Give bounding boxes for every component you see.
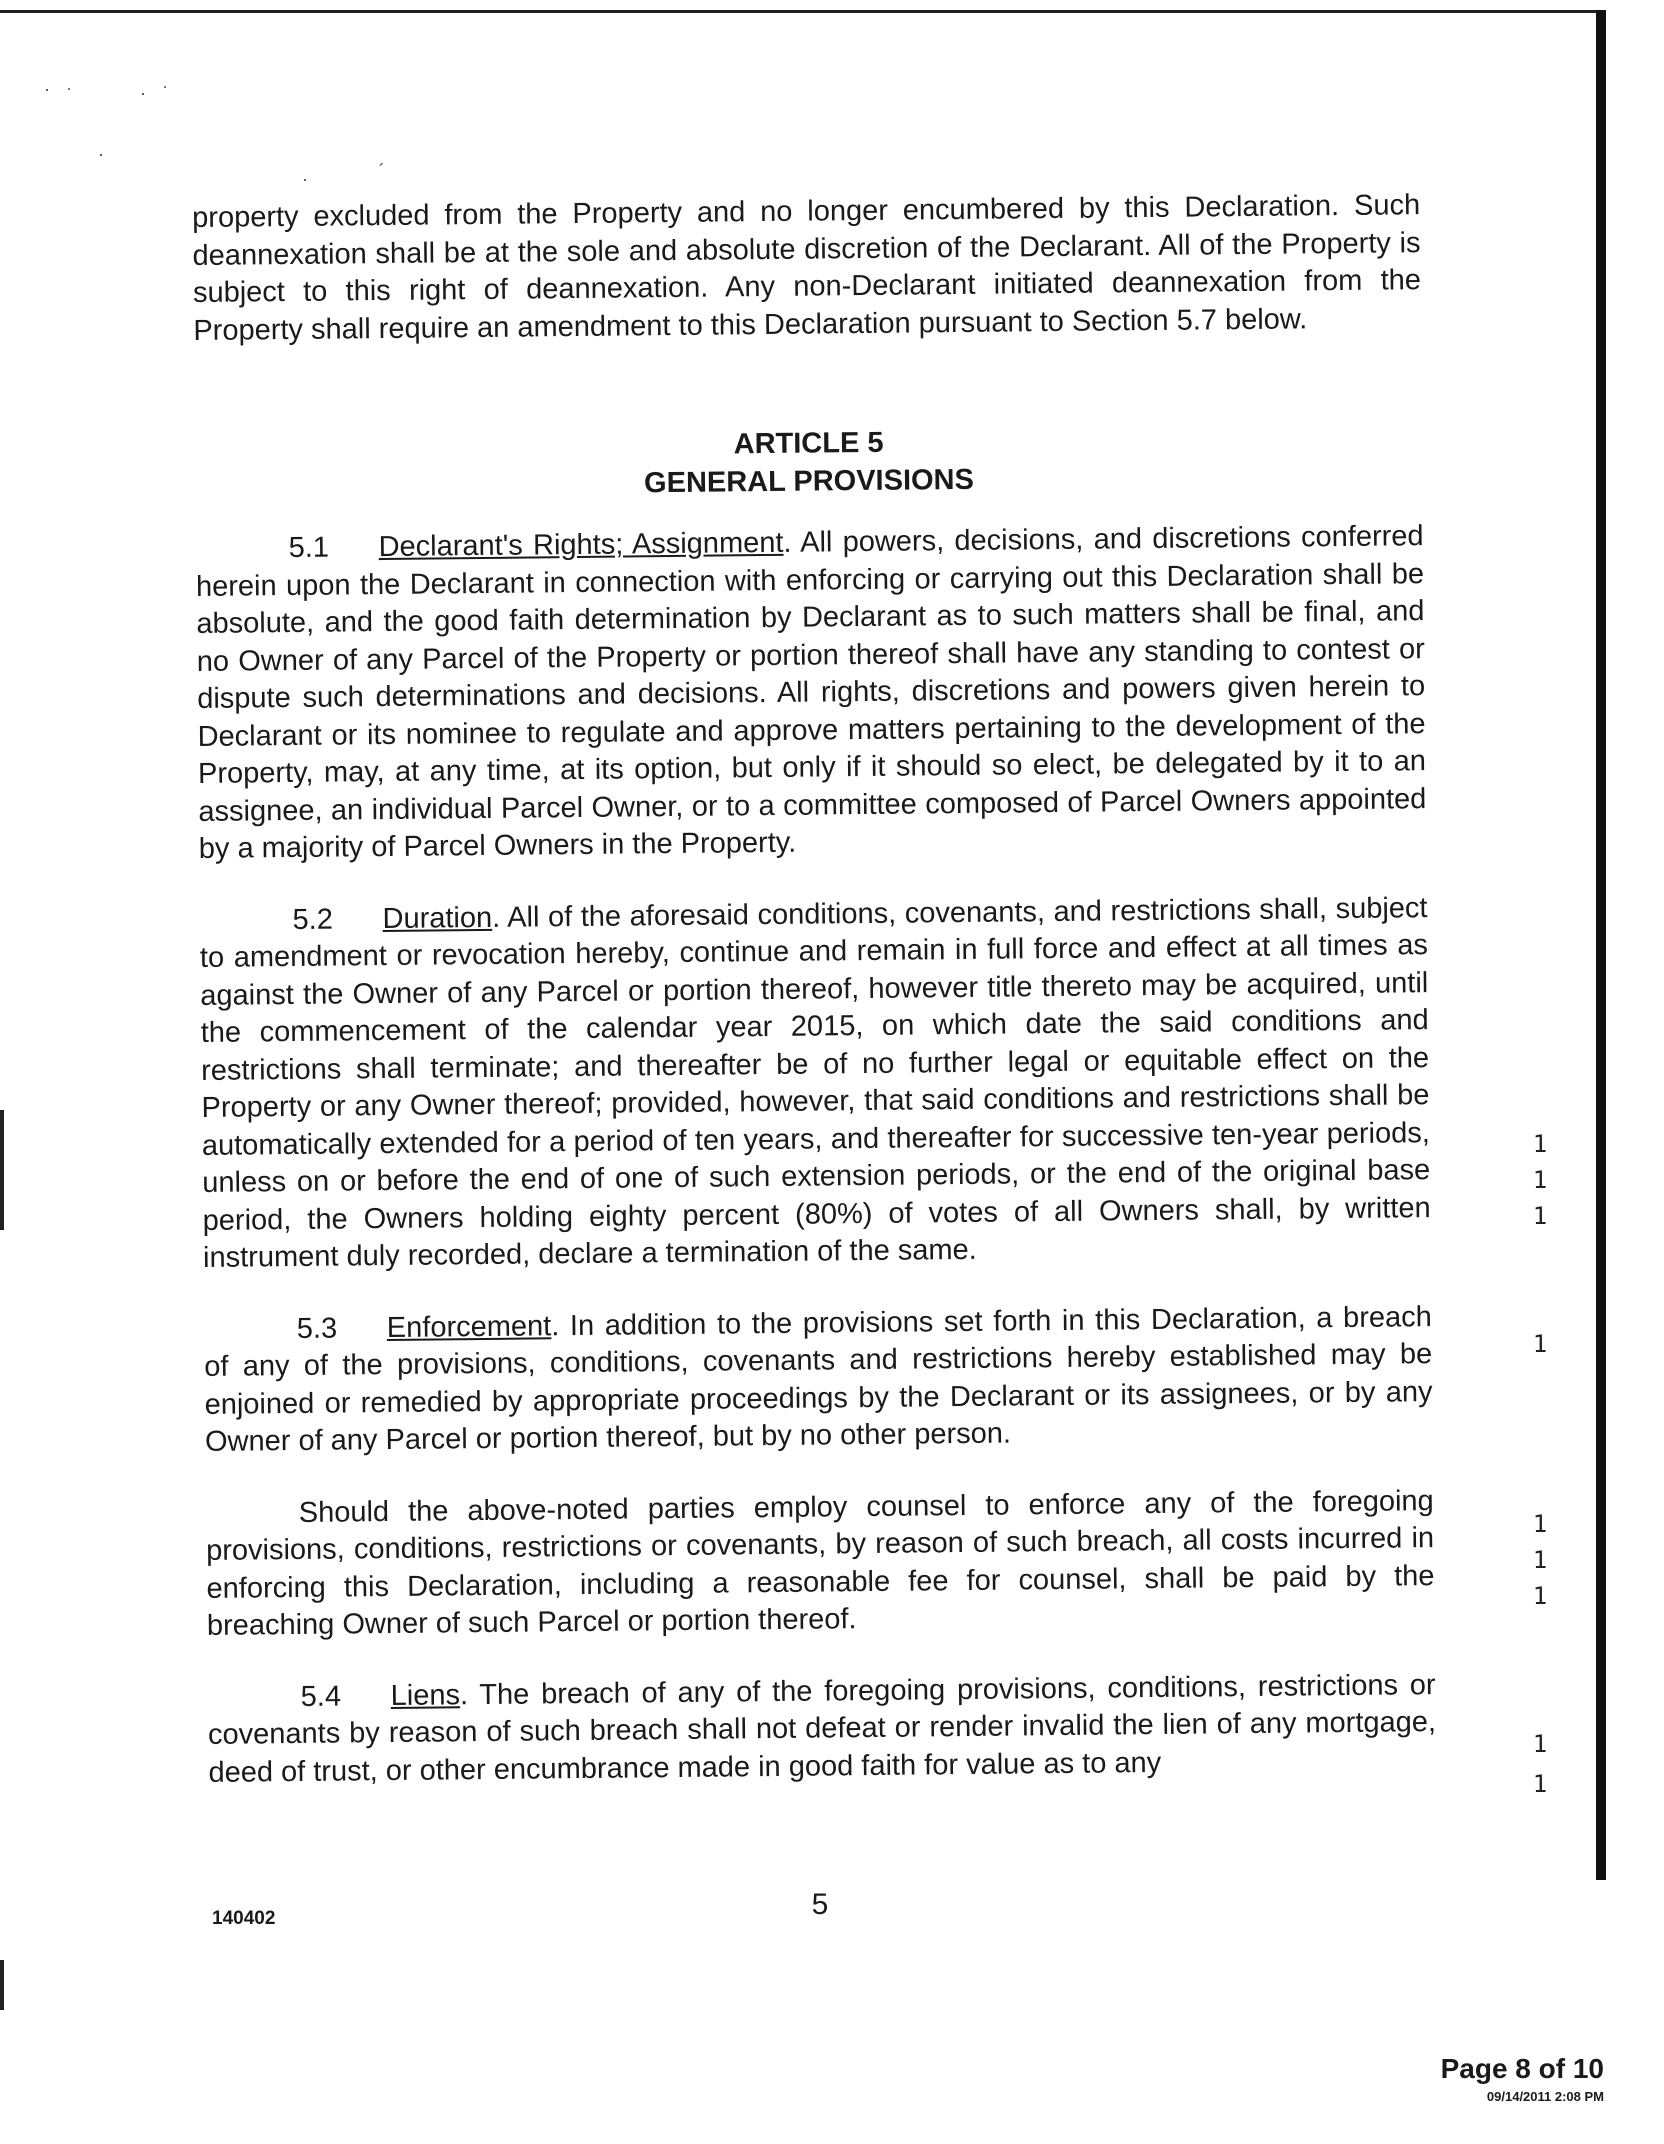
scan-speck: ´ [378,160,384,180]
stamp-char: 1 [1532,1130,1548,1158]
page-number: 5 [811,1888,829,1921]
section-number: 5.3 [296,1312,338,1345]
section-number: 5.2 [292,903,334,936]
stamp-char: 1 [1532,1730,1548,1758]
enforcement-followup: Should the above-noted parties employ counsel to enforce any of the foregoing provisions, conditions, restrictions or covenants, by reason of such breach, all costs incurred in enforcing this Declaration, including a reasonable fee for counsel, shall be paid by the breaching Owner of such Parcel or portion thereof. [205,1484,1435,1642]
document-body [192,187,1437,1792]
scan-right-border [1596,10,1606,1880]
stamp-char: 1 [1532,1770,1548,1798]
article-title: GENERAL PROVISIONS [643,463,975,499]
section-heading: Enforcement [386,1309,552,1344]
section-number: 5.4 [300,1680,342,1713]
section-5-1 [195,518,1426,868]
section-body: . All powers, decisions, and discretions conferred herein upon the Declarant in connection with enforcing or carrying out this Declaration shall be absolute, and the good faith determination by Declarant as to such matters shall be final, and no Owner of any Parcel of the Property or portion thereof shall have any standing to contest or dispute such determinations and decisions. All rights, discretions and powers given herein to Declarant or its nominee to regulate and approve matters pertaining to the development of the Property, may, at any time, at its option, but only if it should so elect, be delegated by it to an assignee, an individual Parcel Owner, or to a committee composed of Parcel Owners appointed by a majority of Parcel Owners in the Property. [195,520,1427,865]
stamp-char: 1 [1532,1166,1548,1194]
scan-speck: · [302,170,308,190]
stamp-char: 1 [1532,1546,1548,1574]
scan-speck: · [44,80,50,100]
article-number: ARTICLE 5 [733,426,884,461]
fax-timestamp: 09/14/2011 2:08 PM [1486,2089,1604,2104]
section-number: 5.1 [288,531,330,565]
section-5-3 [204,1299,1434,1462]
fax-header [1441,2053,1604,2104]
scan-speck: · [98,145,104,165]
section-5-4 [207,1667,1436,1792]
scan-speck: · [140,84,146,104]
section-body: . In addition to the provisions set forth in this Declaration, a breach of any of the provisions, conditions, covenants and restrictions hereby established may be enjoined or remedied by appropriate proceedings by the Declarant or its assignees, or by any Owner of any Parcel or portion thereof, but by no other person. [204,1300,1433,1458]
stamp-char: 1 [1532,1582,1548,1610]
scan-left-edge-mark [0,1110,4,1230]
section-heading: Duration [382,901,493,935]
section-heading: Declarant's Rights; Assignment [378,526,784,564]
stamp-char: 1 [1532,1510,1548,1538]
scan-top-border [0,10,1606,13]
article-heading [194,419,1423,507]
stamp-char: 1 [1532,1330,1548,1358]
fax-page-count: Page 8 of 10 [1440,2053,1604,2084]
section-5-2 [199,890,1431,1278]
scan-speck: ˙ [162,82,168,102]
scan-left-edge-mark [0,1960,4,2010]
section-body: . All of the aforesaid conditions, covenants, and restrictions shall, subject to amendment or revocation hereby, continue and remain in full force and effect at all times as against the Owner of any Parcel or portion thereof, however title thereto may be acquired, until the commencement of the calendar year 2015, on which date the said conditions and restrictions shall terminate; and thereafter be of no further legal or equitable effect on the Property or any Owner thereof; provided, however, that said conditions and restrictions shall be automatically extended for a period of ten years, and thereafter for successive ten-year periods, unless on or before the end of one of such extension periods, or the end of the original base period, the Owners holding eighty percent (80%) of votes of all Owners shall, by written instrument duly recorded, declare a termination of the same. [199,891,1431,1274]
scan-speck: ˙ [66,84,72,104]
recording-stamp-vertical [1520,1130,1560,1850]
section-heading: Liens [390,1678,461,1712]
continuation-paragraph: property excluded from the Property and no longer encumbered by this Declaration. Such deannexation shall be at the sole and absolute discretion of the Declarant. All of the Property is subject to this right of deannexation. Any non-Declarant initiated deannexation from the Property shall require an amendment to this Declaration pursuant to Section 5.7 below. [192,189,1422,347]
stamp-char: 1 [1532,1202,1548,1230]
section-body: . The breach of any of the foregoing provisions, conditions, restrictions or covenants by reason of such breach shall not defeat or render invalid the lien of any mortgage, deed of trust, or other encumbrance made in good faith for value as to any [207,1668,1437,1789]
document-id: 140402 [212,1908,276,1929]
